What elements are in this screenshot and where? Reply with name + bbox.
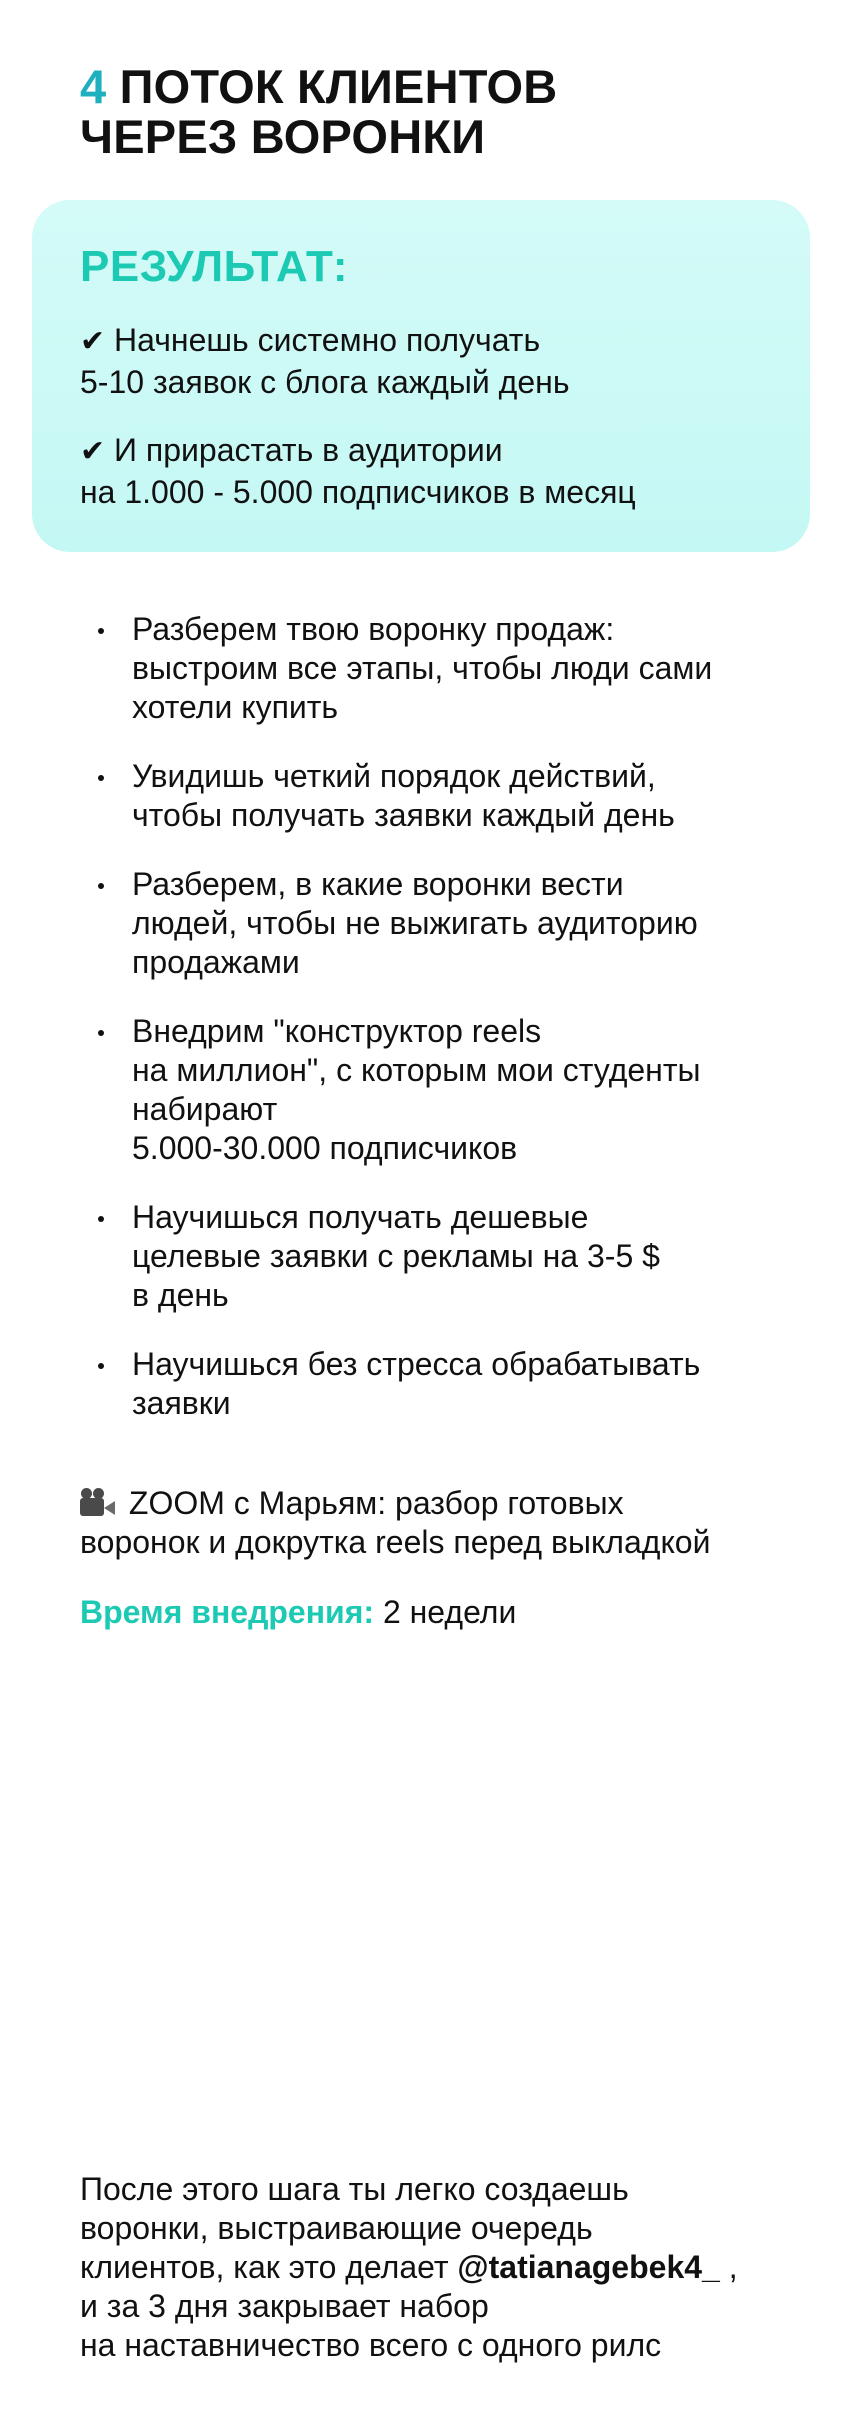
feature-list: [98, 610, 798, 1453]
bullet-dot-icon: [98, 1216, 104, 1222]
result-card: [32, 200, 810, 552]
list-item-line: продажами: [132, 944, 300, 980]
list-item-line: чтобы получать заявки каждый день: [132, 797, 675, 833]
list-item-line: людей, чтобы не выжигать аудиторию: [132, 905, 698, 941]
list-item-line: Научишься без стресса обрабатывать: [132, 1346, 701, 1382]
footer-line: воронки, выстраивающие очередь: [80, 2210, 593, 2246]
list-item-line: Внедрим "конструктор reels: [132, 1013, 542, 1049]
footer-line: и за 3 дня закрывает набор: [80, 2288, 489, 2324]
zoom-note-text: ZOOM с Марьям: разбор готовых: [120, 1485, 624, 1521]
title-line-1-text: ПОТОК КЛИЕНТОВ: [106, 60, 558, 113]
list-item-line: Научишься получать дешевые: [132, 1199, 589, 1235]
result-item-text: Начнешь системно получать: [105, 322, 541, 358]
footer-line: на наставничество всего с одного рилс: [80, 2327, 662, 2363]
list-item-line: Увидишь четкий порядок действий,: [132, 758, 656, 794]
list-item-line: в день: [132, 1277, 229, 1313]
implementation-time-label: Время внедрения:: [80, 1594, 375, 1630]
list-item-line: Разберем твою воронку продаж:: [132, 611, 615, 647]
list-item-line: выстроим все этапы, чтобы люди сами: [132, 650, 713, 686]
footer-text-part: клиентов, как это делает: [80, 2249, 458, 2285]
footer-text-part: ,: [719, 2249, 738, 2285]
implementation-time: [80, 1593, 516, 1632]
list-item: [98, 1198, 798, 1315]
footer-line: После этого шага ты легко создаешь: [80, 2171, 629, 2207]
result-item-text: на 1.000 - 5.000 подписчиков в месяц: [80, 474, 636, 510]
implementation-time-value: 2 недели: [374, 1594, 517, 1630]
result-item: [80, 320, 762, 402]
result-item-text: 5-10 заявок с блога каждый день: [80, 364, 570, 400]
zoom-note-text: воронок и докрутка reels перед выкладкой: [80, 1524, 711, 1560]
zoom-note: [80, 1484, 820, 1562]
list-item: [98, 865, 798, 982]
list-item: [98, 1345, 798, 1423]
result-heading: РЕЗУЛЬТАТ:: [80, 242, 348, 291]
list-item: [98, 757, 798, 835]
list-item: [98, 610, 798, 727]
bullet-dot-icon: [98, 1030, 104, 1036]
footer-text: [80, 2170, 820, 2365]
check-icon: ✔: [80, 325, 106, 358]
zoom-note-line: [80, 1484, 820, 1523]
list-item-line: хотели купить: [132, 689, 339, 725]
list-item-line: заявки: [132, 1385, 231, 1421]
bullet-dot-icon: [98, 775, 104, 781]
page-title: [80, 62, 557, 162]
list-item-line: на миллион", с которым мои студенты: [132, 1052, 701, 1088]
list-item-line: Разберем, в какие воронки вести: [132, 866, 624, 902]
title-line-2: ЧЕРЕЗ ВОРОНКИ: [80, 110, 486, 163]
bullet-dot-icon: [98, 883, 104, 889]
bullet-dot-icon: [98, 628, 104, 634]
bullet-dot-icon: [98, 1363, 104, 1369]
list-item-line: набирают: [132, 1091, 278, 1127]
list-item: [98, 1012, 798, 1168]
result-item: [80, 430, 762, 512]
list-item-line: целевые заявки с рекламы на 3-5 $: [132, 1238, 660, 1274]
movie-camera-icon: [80, 1488, 116, 1518]
footer-line: [80, 2248, 820, 2287]
check-icon: ✔: [80, 435, 106, 468]
title-line-1: [80, 62, 557, 112]
result-item-text: И прирастать в аудитории: [105, 432, 503, 468]
result-item-line: [80, 320, 762, 362]
author-handle: @tatianagebek4_: [457, 2249, 720, 2285]
list-item-line: 5.000-30.000 подписчиков: [132, 1130, 518, 1166]
result-item-line: [80, 430, 762, 472]
title-number: 4: [80, 60, 107, 113]
